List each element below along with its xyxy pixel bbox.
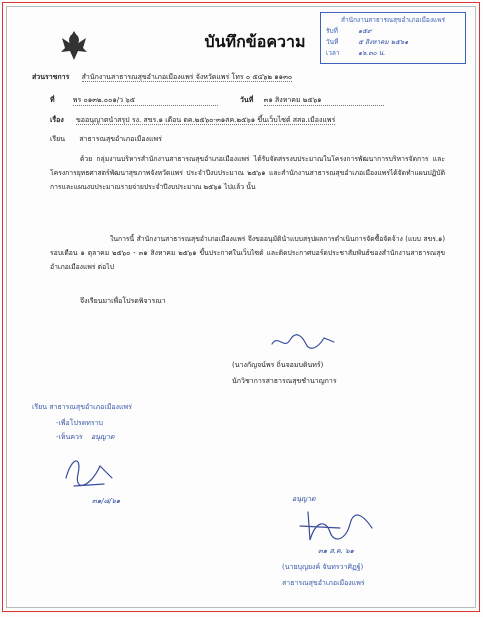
stamp-received-no: ๑๕๙: [358, 27, 372, 35]
body-paragraph-2: ในการนี้ สำนักงานสาธารณสุขอำเภอเมืองแพร่ จึงขออนุมัตินำแบบสรุปผลการดำเนินการจัดซื้อจัดจ้าง (แบบ สขร.๑) รอบเดือน ๑ ตุลาคม ๒๕๖๐ - ๓๑ สิงหาคม ๒๕๖๑ ขึ้นประกาศในเว็บไซต์ และติดประกาศบอร์ดประชาสัมพันธ์ของสำนักงานสาธารณสุขอำเภอเมืองแพร่ ต่อไป: [50, 235, 445, 271]
to-value: สาธารณสุขอำเภอเมืองแพร่: [79, 135, 162, 143]
approver-position: สาธารณสุขอำเภอเมืองแพร่: [282, 579, 365, 587]
signer-signature: [268, 330, 338, 354]
date-label: วันที่: [240, 96, 254, 104]
note-title: เรียน สาธารณสุขอำเภอเมืองแพร่: [32, 403, 132, 411]
stamp-org: สำนักงานสาธารณสุขอำเภอเมืองแพร่: [341, 16, 445, 24]
stamp-time-value: ๑๖.๓๐ น.: [358, 49, 386, 57]
agency-line: [32, 72, 452, 82]
ref-line: [50, 95, 218, 106]
document-title: บันทึกข้อความ: [204, 32, 306, 51]
ref-value: พร ๐๑๓๒.๐๐๑/ว ๖๕: [73, 95, 218, 106]
stamp-received-label: รับที่: [326, 27, 338, 35]
ref-label: ที่: [50, 96, 55, 104]
date-value: ๓๑ สิงหาคม ๒๕๖๑: [264, 95, 384, 106]
agency-value: สำนักงานสาธารณสุขอำเภอเมืองแพร่ จังหวัดแพร่ โทร ๐ ๕๔๖๒ ๑๑๓๐: [81, 73, 293, 81]
subject-label: เรื่อง: [50, 116, 64, 124]
stamp-date-label: วันที่: [326, 38, 339, 46]
note-item-1: -เพื่อโปรดทราบ: [56, 419, 103, 427]
note-item-2: [56, 432, 114, 442]
received-stamp: [320, 12, 466, 64]
approver-signature: [290, 506, 380, 546]
closing-text: จึงเรียนมาเพื่อโปรดพิจารณา: [80, 297, 166, 305]
stamp-time-label: เวลา: [326, 49, 340, 57]
garuda-emblem-icon: [60, 30, 88, 62]
agency-label: ส่วนราชการ: [32, 73, 70, 81]
note-date: ๓๑/๘/๖๑: [92, 497, 121, 505]
to-line: [50, 134, 162, 144]
signer-position: นักวิชาการสาธารณสุขชำนาญการ: [232, 377, 337, 385]
approver-date: ๓๑ ส.ค. ๖๑: [318, 547, 354, 555]
to-label: เรียน: [50, 135, 66, 143]
note-signature: [60, 448, 120, 494]
subject-line: [50, 115, 335, 125]
subject-value: ขออนุญาตนำสรุป รง. สขร.๑ เดือน ตค.๒๕๖๐-๓๑สค.๒๕๖๑ ขึ้นเว็บไซต์ สสอ.เมืองแพร่: [76, 116, 336, 124]
note-item-2-value: อนุญาต: [90, 433, 115, 441]
date-line: [240, 95, 384, 106]
approver-name: (นายบุญยงค์ จันทรวาศิฏฐ์): [282, 563, 364, 571]
stamp-date-value: ๕ สิงหาคม ๒๕๖๑: [358, 38, 409, 46]
note-item-2-label: -เห็นควร: [56, 433, 83, 441]
body-paragraph-1: ด้วย กลุ่มงานบริหารสำนักงานสาธารณสุขอำเภอเมืองแพร่ ได้รับจัดสรรงบประมาณในโครงการพัฒนาการบริหารจัดการ และ โครงการยุทธศาสตร์พัฒนาสุขภาพจังหวัดแพร่ ประจำปีงบประมาณ ๒๕๖๑ และสำนักงานสาธารณสุขอำเภอเมืองแพร่ได้จัดทำแผนปฏิบัติการและแผนงบประมาณรายจ่ายประจำปีงบประมาณ ๒๕๖๑ ไปแล้ว นั้น: [50, 155, 445, 191]
signer-name: (นางกัญจน์พร ถิ่นจอมบดินทร์): [232, 361, 324, 369]
approver-note: อนุญาต: [292, 495, 316, 503]
